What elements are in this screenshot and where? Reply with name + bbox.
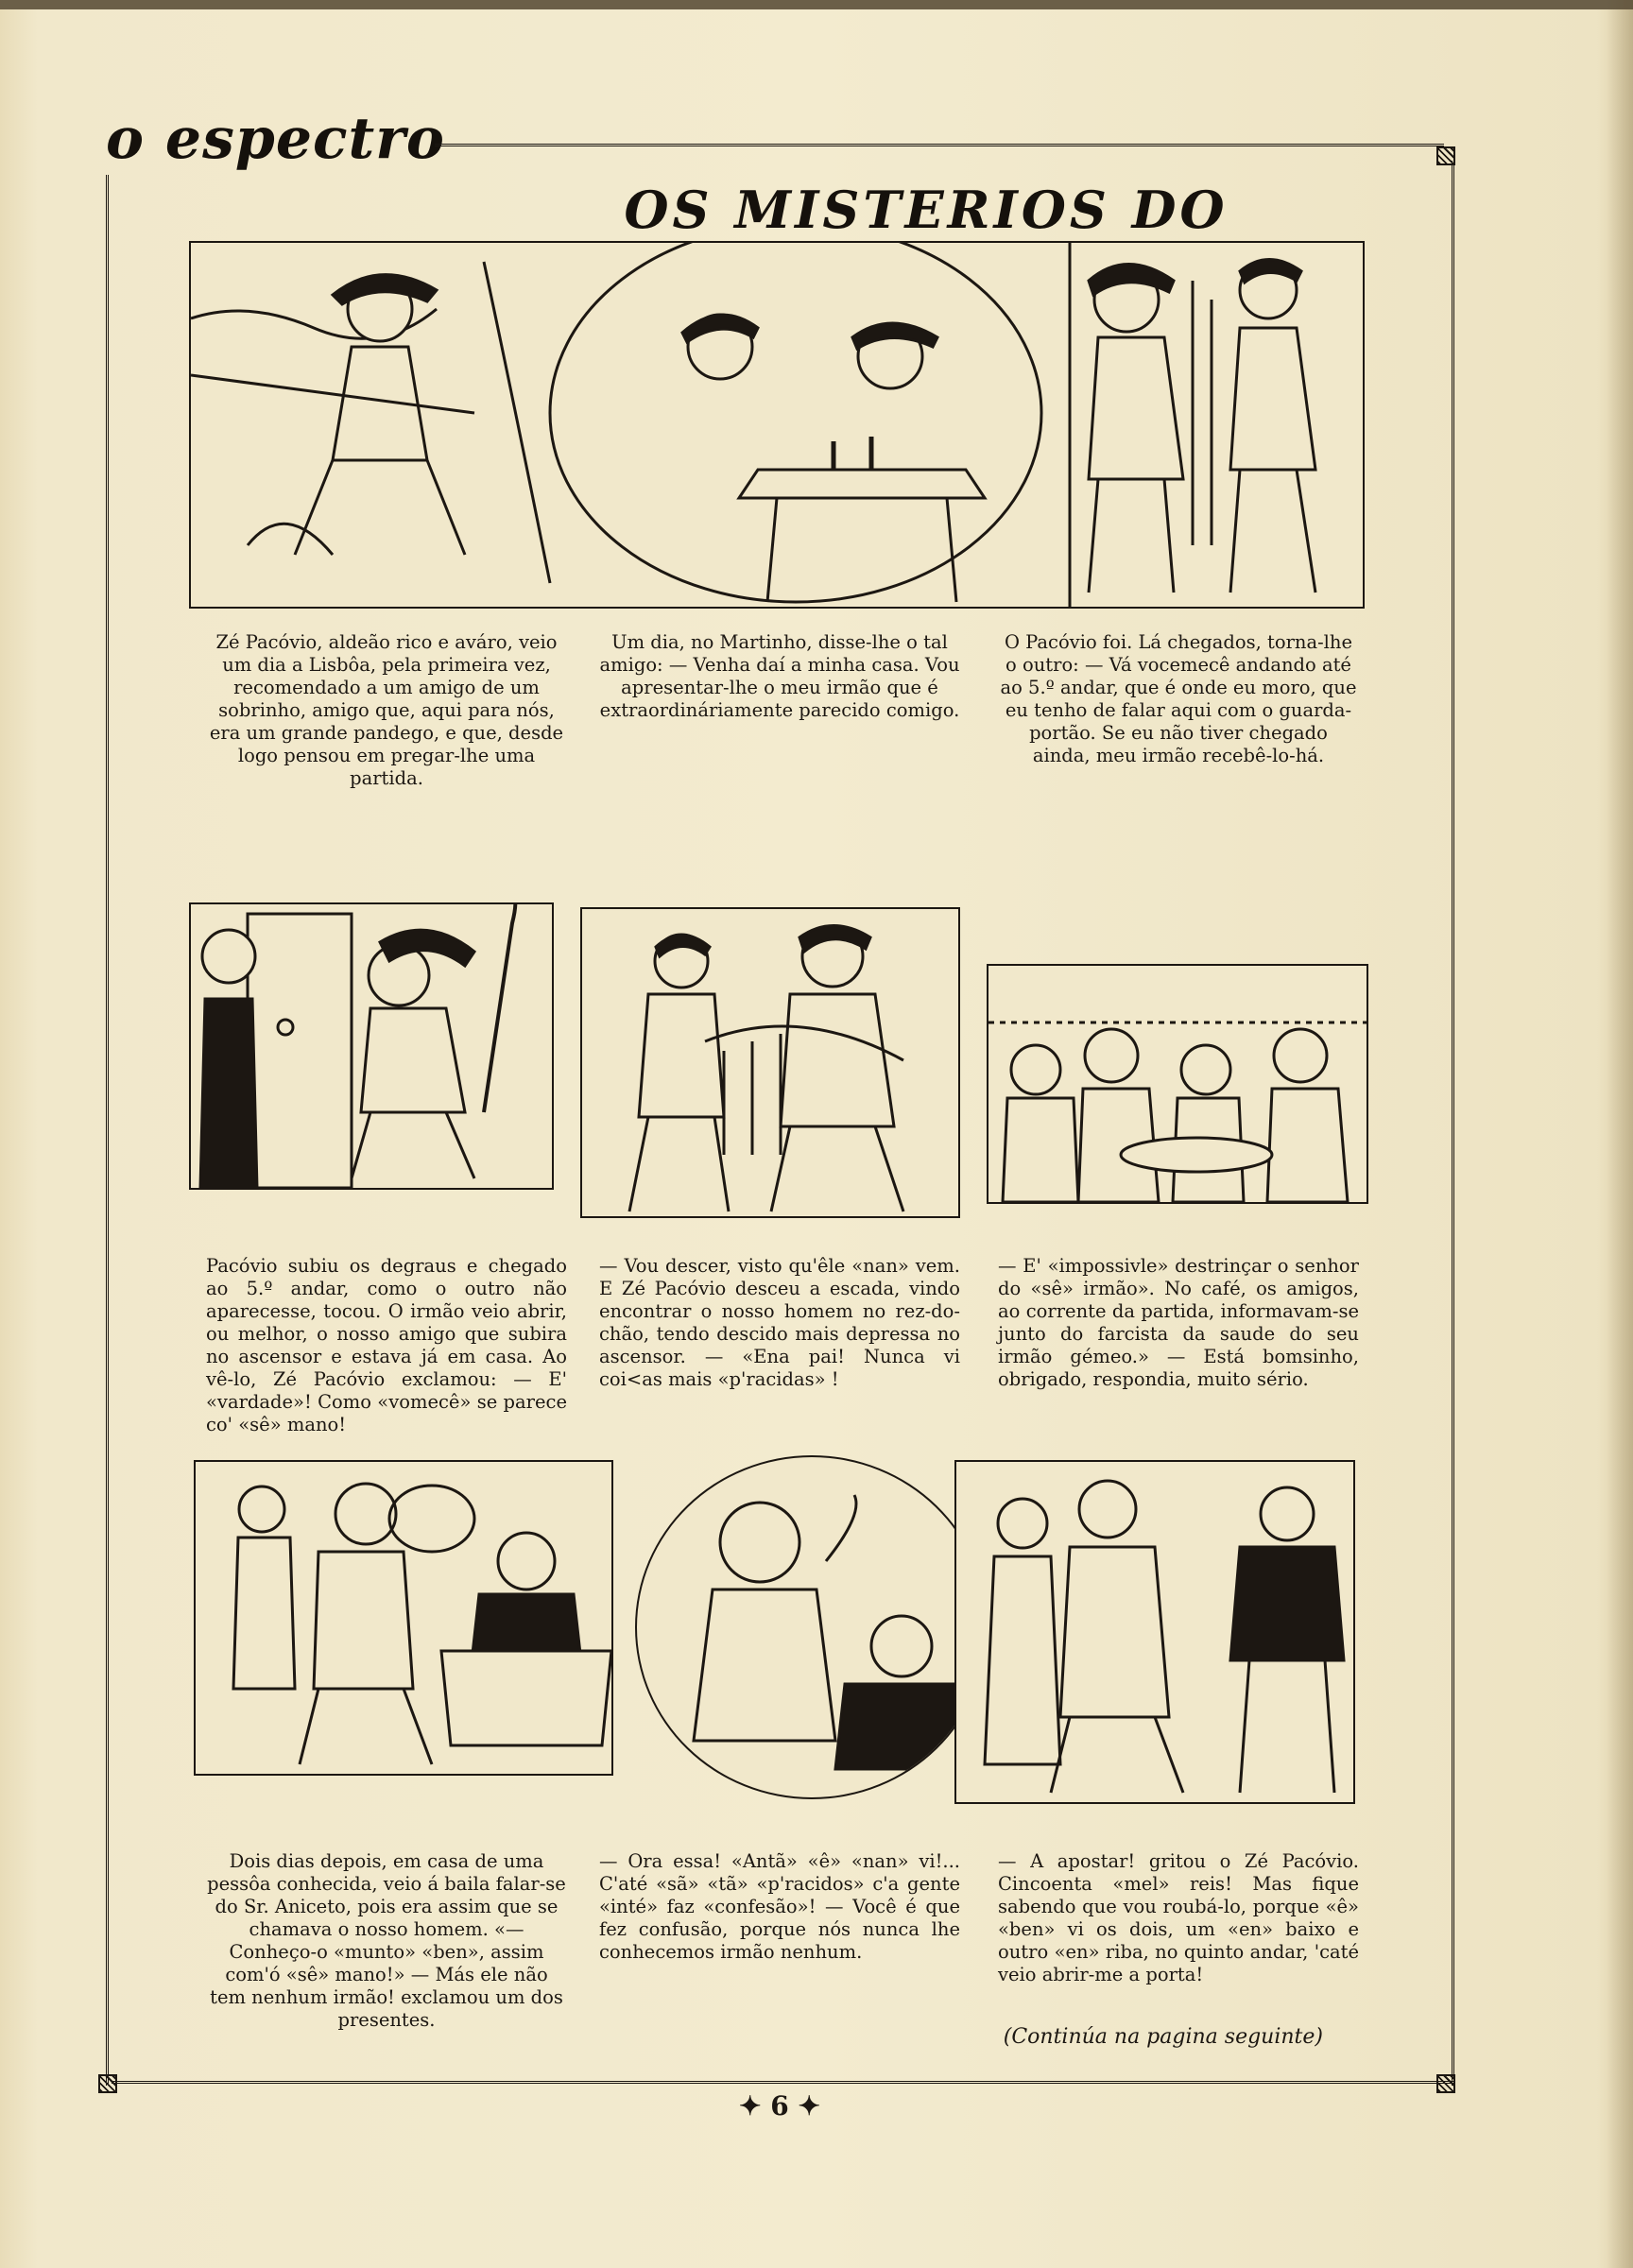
cartoon-staircase-scene: [582, 909, 958, 1216]
illustration-panel-row-2-middle: [580, 907, 960, 1218]
page-edge-shadow: [1607, 0, 1633, 2268]
masthead-rule: [435, 144, 1444, 146]
page-number: ✦ 6 ✦: [739, 2090, 820, 2122]
caption-8: — Ora essa! «Antã» «ê» «nan» vi!... C'até «sã» «tã» «p'racidos» c'a gente «inté» faz «confesão»! — Você é que fez confusão, porque nós nunca lhe conhecemos irmão nenhum.: [599, 1850, 960, 1963]
cartoon-illustration-row-1: [191, 243, 1363, 607]
story-title: OS MISTERIOS DO: [624, 180, 1229, 240]
illustration-panel-row-2-right: [987, 964, 1368, 1204]
frame-left-rule: [106, 175, 109, 2086]
caption-2: Um dia, no Martinho, disse-lhe o tal amigo: — Venha daí a minha casa. Vou apresentar-lhe o meu irmão que é extraordináriamente parecido comigo.: [599, 631, 960, 721]
cartoon-circular-vignette: [637, 1457, 987, 1797]
illustration-panel-row-2-left: [189, 902, 554, 1190]
cartoon-door-scene: [191, 904, 552, 1188]
caption-1: Zé Pacóvio, aldeão rico e aváro, veio um dia a Lisbôa, pela primeira vez, recomendado a um amigo de um sobrinho, amigo que, aqui para nós, era um grande pandego, e que, desde logo pensou em pregar-lhe uma partida.: [209, 631, 564, 789]
caption-3: O Pacóvio foi. Lá chegados, torna-lhe o outro: — Vá vocemecê andando até ao 5.º andar, que é onde eu moro, que eu tenho de falar aqui com o guarda-portão. Se eu não tiver chegado ainda, meu irmão recebê-lo-há.: [1000, 631, 1357, 766]
cartoon-parlour-scene: [196, 1462, 611, 1774]
illustration-panel-row-3-middle: [635, 1455, 988, 1799]
caption-6: — E' «impossivle» destrinçar o senhor do «sê» irmão». No café, os amigos, ao corrente da partida, informavam-se junto do farcista da saude do seu irmão gémeo.» — Está bomsinho, obrigado, respondia, muito sério.: [998, 1255, 1359, 1390]
illustration-panel-row-3-left: [194, 1460, 613, 1776]
caption-5: — Vou descer, visto qu'êle «nan» vem. E Zé Pacóvio desceu a escada, vindo encontrar o nosso homem no rez-do-chão, tendo descido mais depressa no ascensor. — «Ena pai! Nunca vi coi<as mais «p'racidas» !: [599, 1255, 960, 1390]
caption-7: Dois dias depois, em casa de uma pessôa conhecida, veio á baila falar-se do Sr. Aniceto, pois era assim que se chamava o nosso homem. «— Conheço-o «munto» «ben», assim com'ó «sê» mano!» — Más ele não tem nenhum irmão! exclamou um dos presentes.: [207, 1850, 566, 2031]
cartoon-cafe-scene: [988, 966, 1367, 1202]
frame-bottom-rule: [112, 2081, 1453, 2084]
continued-note: (Continúa na pagina seguinte): [1003, 2025, 1323, 2049]
caption-4: Pacóvio subiu os degraus e chegado ao 5.º andar, como o outro não aparecesse, tocou. O irmão veio abrir, ou melhor, o nosso amigo que subira no ascensor e estava já em casa. Ao vê-lo, Zé Pacóvio exclamou: — E' «vardade»! Como «vomecê» se parece co' «sê» mano!: [206, 1255, 567, 1435]
illustration-panel-row-1: [189, 241, 1365, 609]
masthead-title: o espectro: [106, 106, 445, 172]
scan-top-edge: [0, 0, 1633, 9]
frame-right-rule: [1452, 161, 1454, 2086]
cartoon-wager-scene: [956, 1462, 1353, 1802]
caption-9: — A apostar! gritou o Zé Pacóvio. Cincoenta «mel» reis! Mas fique sabendo que vou roubá-lo, porque «ê» «ben» vi os dois, um «en» baixo e outro «en» riba, no quinto andar, 'caté veio abrir-me a porta!: [998, 1850, 1359, 1985]
illustration-panel-row-3-right: [954, 1460, 1355, 1804]
